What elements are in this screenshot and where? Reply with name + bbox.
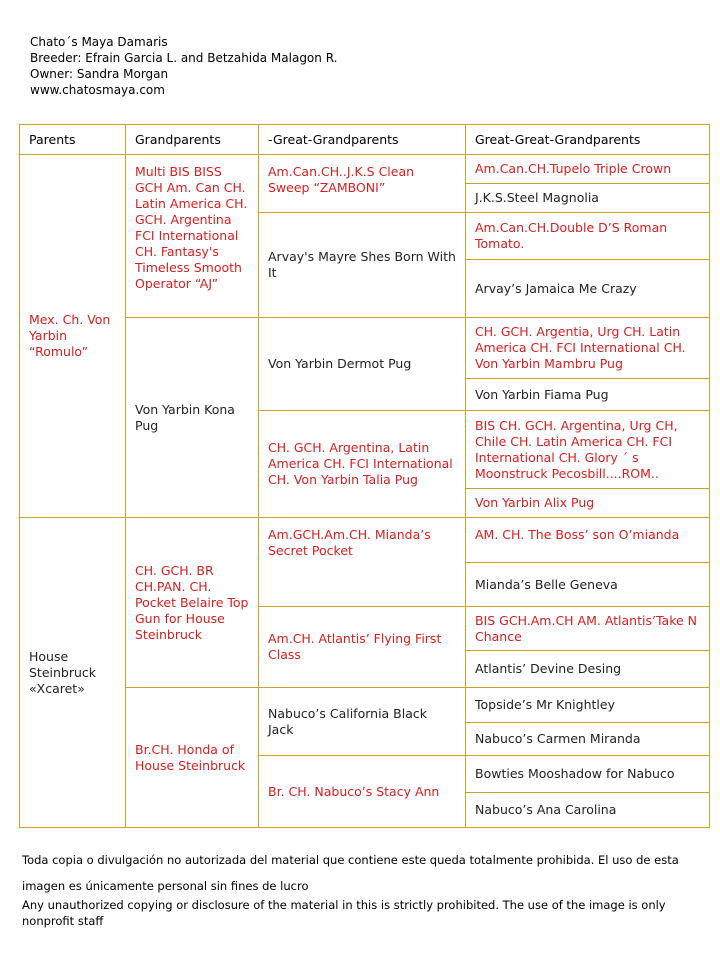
website-link[interactable]: www.chatosmaya.com	[30, 83, 165, 97]
ggg-cell-4: Arvay’s Jamaica Me Crazy	[466, 260, 710, 318]
grandparent-cell-4: Br.CH. Honda of House Steinbruck	[126, 688, 259, 828]
ggg-cell-3: Am.Can.CH.Double D’S Roman Tomato.	[466, 213, 710, 260]
header-block	[30, 34, 337, 98]
grandparent-cell-2: Von Yarbin Kona Pug	[126, 318, 259, 518]
ggg-cell-11: BIS GCH.Am.CH AM. Atlantis’Take N Chance	[466, 607, 710, 651]
disclaimer-english: Any unauthorized copying or disclosure of the material in this is strictly prohibited. The use of the image is only nonprofit staff	[22, 898, 666, 928]
pedigree-table	[19, 124, 710, 828]
column-header-great-great-grandparents: Great-Great-Grandparents	[466, 125, 710, 155]
ggg-cell-10: Mianda’s Belle Geneva	[466, 563, 710, 607]
great-grandparent-cell-2: Arvay's Mayre Shes Born With It	[259, 213, 466, 318]
owner-line: Owner: Sandra Morgan	[30, 67, 169, 81]
great-grandparent-cell-7: Nabuco’s California Black Jack	[259, 688, 466, 756]
column-header-parents: Parents	[20, 125, 126, 155]
disclaimer-spanish-1: Toda copia o divulgación no autorizada del material que contiene este queda totalmente prohibida. El uso de esta	[22, 853, 679, 867]
great-grandparent-cell-3: Von Yarbin Dermot Pug	[259, 318, 466, 411]
header-row	[20, 125, 710, 155]
ggg-cell-7: BIS CH. GCH. Argentina, Urg CH, Chile CH. Latin America CH. FCI International CH. Glory ´ s Moonstruck Pecosbill....ROM..	[466, 411, 710, 489]
grandparent-cell-3: CH. GCH. BR CH.PAN. CH. Pocket Belaire Top Gun for House Steinbruck	[126, 518, 259, 688]
ggg-cell-16: Nabuco’s Ana Carolina	[466, 793, 710, 828]
ggg-cell-6: Von Yarbin Fiama Pug	[466, 379, 710, 411]
ggg-cell-12: Atlantis’ Devine Desing	[466, 651, 710, 688]
great-grandparent-cell-4: CH. GCH. Argentina, Latin America CH. FCI International CH. Von Yarbin Talia Pug	[259, 411, 466, 518]
sire-cell: Mex. Ch. Von Yarbin “Romulo”	[20, 155, 126, 518]
column-header-great-grandparents: -Great-Grandparents	[259, 125, 466, 155]
ggg-cell-2: J.K.S.Steel Magnolia	[466, 184, 710, 213]
great-grandparent-cell-8: Br. CH. Nabuco’s Stacy Ann	[259, 756, 466, 828]
disclaimer-spanish-2: imagen es únicamente personal sin fines de lucro	[22, 879, 309, 893]
dog-name: Chato´s Maya Damaris	[30, 35, 168, 49]
great-grandparent-cell-1: Am.Can.CH..J.K.S Clean Sweep “ZAMBONI”	[259, 155, 466, 213]
breeder-line: Breeder: Efrain Garcia L. and Betzahida Malagon R.	[30, 51, 338, 65]
ggg-cell-5: CH. GCH. Argentia, Urg CH. Latin America CH. FCI International CH. Von Yarbin Mambru Pug	[466, 318, 710, 379]
ggg-cell-15: Bowties Mooshadow for Nabuco	[466, 756, 710, 793]
ggg-cell-13: Topside’s Mr Knightley	[466, 688, 710, 723]
ggg-cell-14: Nabuco’s Carmen Miranda	[466, 723, 710, 756]
great-grandparent-cell-6: Am.CH. Atlantis’ Flying First Class	[259, 607, 466, 688]
great-grandparent-cell-5: Am.GCH.Am.CH. Mianda’s Secret Pocket	[259, 518, 466, 607]
grandparent-cell-1: Multi BIS BISS GCH Am. Can CH. Latin America CH. GCH. Argentina FCI International CH. Fantasy's Timeless Smooth Operator “AJ”	[126, 155, 259, 318]
ggg-cell-1: Am.Can.CH.Tupelo Triple Crown	[466, 155, 710, 184]
column-header-grandparents: Grandparents	[126, 125, 259, 155]
dam-cell: House Steinbruck «Xcaret»	[20, 518, 126, 828]
ggg-cell-9: AM. CH. The Boss’ son O’mianda	[466, 518, 710, 563]
ggg-cell-8: Von Yarbin Alix Pug	[466, 489, 710, 518]
